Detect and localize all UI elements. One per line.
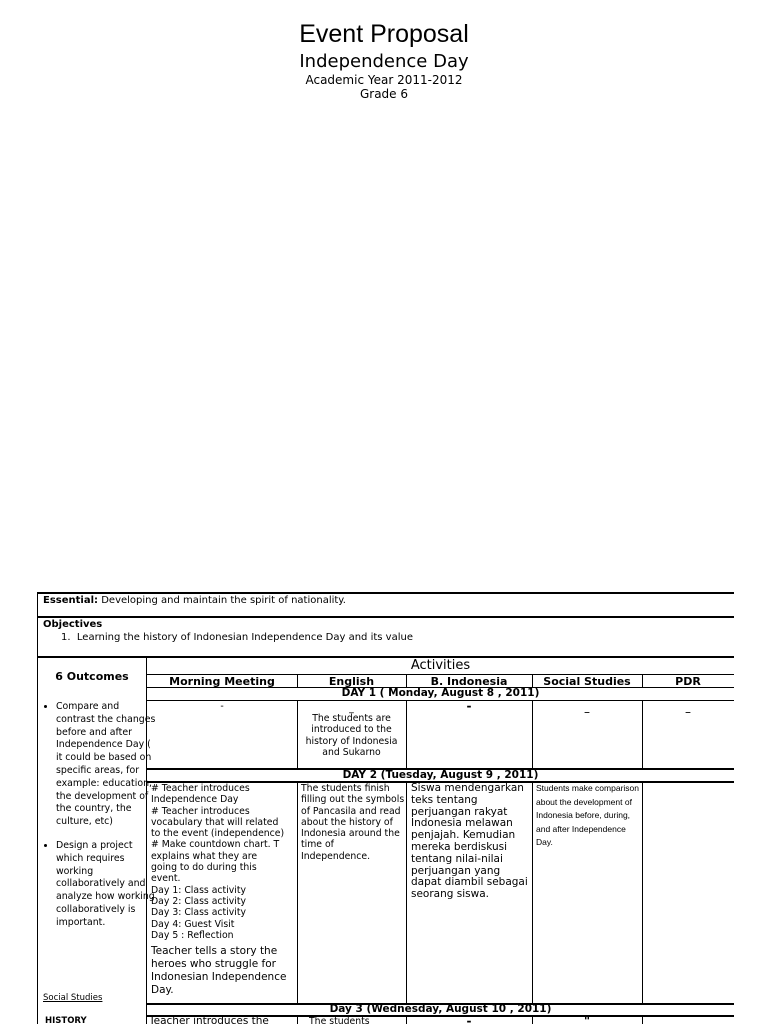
day1-social: – bbox=[584, 705, 590, 719]
column-border bbox=[642, 783, 643, 1003]
day2-bindonesia: Siswa mendengarkan teks tentang perjuangan rakyat Indonesia melawan penjajah. Kemudian mereka berdiskusi tentang nilai-nilai perjuangan yang dapat diambil sebagai seorang siswa. bbox=[411, 782, 528, 901]
day2-morning-line: to the event (independence) bbox=[151, 828, 285, 840]
column-border bbox=[297, 674, 298, 688]
day2-morning-line: # Make countdown chart. T bbox=[151, 839, 280, 851]
day1-english: The students are introduced to the history of Indonesia and Sukarno bbox=[305, 713, 398, 758]
column-border bbox=[406, 674, 407, 688]
day2-morning-lines bbox=[151, 783, 295, 941]
column-border bbox=[297, 700, 298, 769]
day2-morning-story: Teacher tells a story the heroes who struggle for Indonesian Independence Day. bbox=[151, 945, 287, 996]
outcome-item: • Compare and contrast the changes before and after Independence Day ( it could be based on specific areas, for example: education, the development of the country, the culture, etc) bbox=[56, 701, 156, 829]
outcome-item: • Design a project which requires working collaboratively and analyze how working collaboratively is important. bbox=[56, 840, 156, 930]
day1-bindonesia: - bbox=[466, 699, 472, 713]
objective-number: 1. bbox=[61, 632, 71, 643]
day2-morning-line: vocabulary that will related bbox=[151, 816, 279, 828]
day2-morning-line: event. bbox=[151, 873, 181, 885]
column-social-studies: Social Studies bbox=[543, 675, 631, 688]
column-border bbox=[406, 783, 407, 1003]
day2-morning-line: going to do during this bbox=[151, 862, 257, 874]
day2-morning-line: Independence Day bbox=[151, 794, 239, 806]
day2-social: Students make comparison about the development of Indonesia before, during, and after Independence Day. bbox=[536, 783, 639, 848]
column-border bbox=[297, 783, 298, 1003]
day2-morning bbox=[151, 783, 295, 996]
column-border bbox=[532, 783, 533, 1003]
day2-morning-line: Day 4: Guest Visit bbox=[151, 918, 235, 930]
academic-year: Academic Year 2011-2012 bbox=[305, 73, 463, 87]
column-morning-meeting: Morning Meeting bbox=[169, 675, 275, 688]
outcome-history-label: HISTORY bbox=[45, 1016, 87, 1026]
table-border-top bbox=[37, 592, 734, 594]
column-english: English bbox=[328, 675, 375, 688]
grade-label: Grade 6 bbox=[359, 87, 409, 101]
day3-bindonesia: - bbox=[466, 1014, 472, 1028]
essential-text: Developing and maintain the spirit of nationality. bbox=[101, 595, 346, 606]
day3-social: " bbox=[583, 1014, 591, 1028]
row-divider bbox=[37, 616, 734, 618]
day2-morning-line: # Teacher introduces bbox=[151, 805, 250, 817]
column-pdr: PDR bbox=[675, 675, 701, 688]
day2-english: The students finish filling out the symbols of Pancasila and read about the history of Indonesia around the time of Independence. bbox=[301, 783, 405, 862]
outcomes-header: 6 Outcomes bbox=[55, 670, 129, 683]
day3-morning: Teacher introduces the bbox=[149, 1015, 269, 1027]
essential-row bbox=[43, 595, 346, 607]
column-border bbox=[532, 674, 533, 688]
objective-item bbox=[61, 632, 413, 644]
day1-morning: - bbox=[220, 701, 224, 712]
column-border bbox=[642, 674, 643, 688]
column-border bbox=[297, 1016, 298, 1024]
day3-english: The students bbox=[309, 1016, 370, 1027]
day1-pdr: – bbox=[685, 705, 691, 719]
day1-english-dash: _ bbox=[349, 703, 354, 714]
essential-label: Essential: bbox=[43, 595, 99, 606]
event-name: Independence Day bbox=[299, 51, 469, 72]
column-border bbox=[642, 1016, 643, 1024]
column-b-indonesia: B. Indonesia bbox=[430, 675, 508, 688]
outcomes-list bbox=[44, 701, 156, 941]
objective-text: Learning the history of Indonesian Independence Day and its value bbox=[76, 632, 413, 643]
day2-morning-line: # Teacher introduces bbox=[151, 783, 250, 794]
outcome-link-social-studies[interactable]: Social Studies bbox=[43, 993, 103, 1003]
day3-header: Day 3 (Wednesday, August 10 , 2011) bbox=[329, 1003, 552, 1015]
objectives-label: Objectives bbox=[43, 619, 103, 630]
day1-header: DAY 1 ( Monday, August 8 , 2011) bbox=[341, 687, 540, 699]
document-title: Event Proposal bbox=[299, 20, 469, 48]
day2-morning-line: Day 1: Class activity bbox=[151, 884, 246, 896]
day2-morning-line: Day 5 : Reflection bbox=[151, 929, 234, 941]
activities-header: Activities bbox=[410, 658, 471, 673]
day2-morning-line: Day 3: Class activity bbox=[151, 907, 246, 919]
day2-morning-line: explains what they are bbox=[151, 850, 258, 862]
day2-header: DAY 2 (Tuesday, August 9 , 2011) bbox=[342, 769, 539, 781]
day2-morning-line: Day 2: Class activity bbox=[151, 895, 246, 907]
